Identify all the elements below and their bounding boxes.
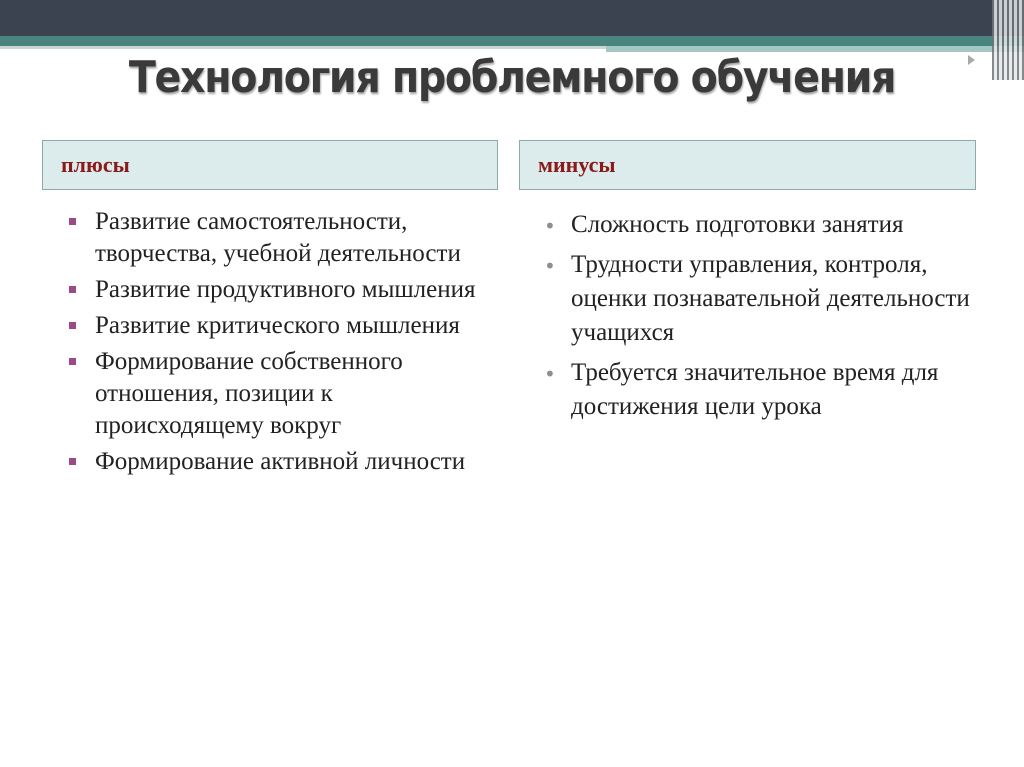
round-bullet-icon: •: [544, 362, 556, 386]
round-bullet-icon: •: [544, 214, 556, 238]
list-item-text: Формирование активной личности: [95, 448, 466, 475]
cons-header: минусы: [519, 140, 976, 190]
list-item: [519, 208, 976, 242]
square-bullet-icon: [69, 218, 76, 225]
square-bullet-icon: [69, 358, 76, 365]
round-bullet-icon: •: [544, 254, 556, 278]
cons-column: [519, 140, 976, 430]
list-item-text: Сложность подготовки занятия: [571, 211, 904, 238]
list-item: [42, 310, 498, 342]
list-item-text: Развитие критического мышления: [95, 312, 460, 339]
top-teal-bar: [0, 36, 1024, 46]
square-bullet-icon: [69, 322, 76, 329]
pros-list: [42, 206, 498, 478]
list-item-text: Развитие самостоятельности, творчества, учебной деятельности: [95, 208, 461, 267]
list-item-text: Формирование собственного отношения, позиции к происходящему вокруг: [95, 348, 403, 439]
list-item: [519, 248, 976, 350]
square-bullet-icon: [69, 458, 76, 465]
square-bullet-icon: [69, 286, 76, 293]
list-item: [42, 274, 498, 306]
pros-header: плюсы: [42, 140, 498, 190]
list-item: [42, 446, 498, 478]
pros-column: [42, 140, 498, 482]
top-shade-bar: [0, 46, 606, 49]
list-item-text: Требуется значительное время для достижения цели урока: [571, 359, 939, 420]
corner-stripes: [992, 0, 1024, 80]
top-dark-bar: [0, 0, 1024, 36]
list-item: [42, 206, 498, 270]
list-item-text: Развитие продуктивного мышления: [95, 276, 476, 303]
list-item-text: Трудности управления, контроля, оценки познавательной деятельности учащихся: [571, 251, 970, 346]
list-item: [519, 356, 976, 424]
cons-list: [519, 208, 976, 424]
slide-title: Технология проблемного обучения: [128, 52, 896, 103]
list-item: [42, 346, 498, 442]
